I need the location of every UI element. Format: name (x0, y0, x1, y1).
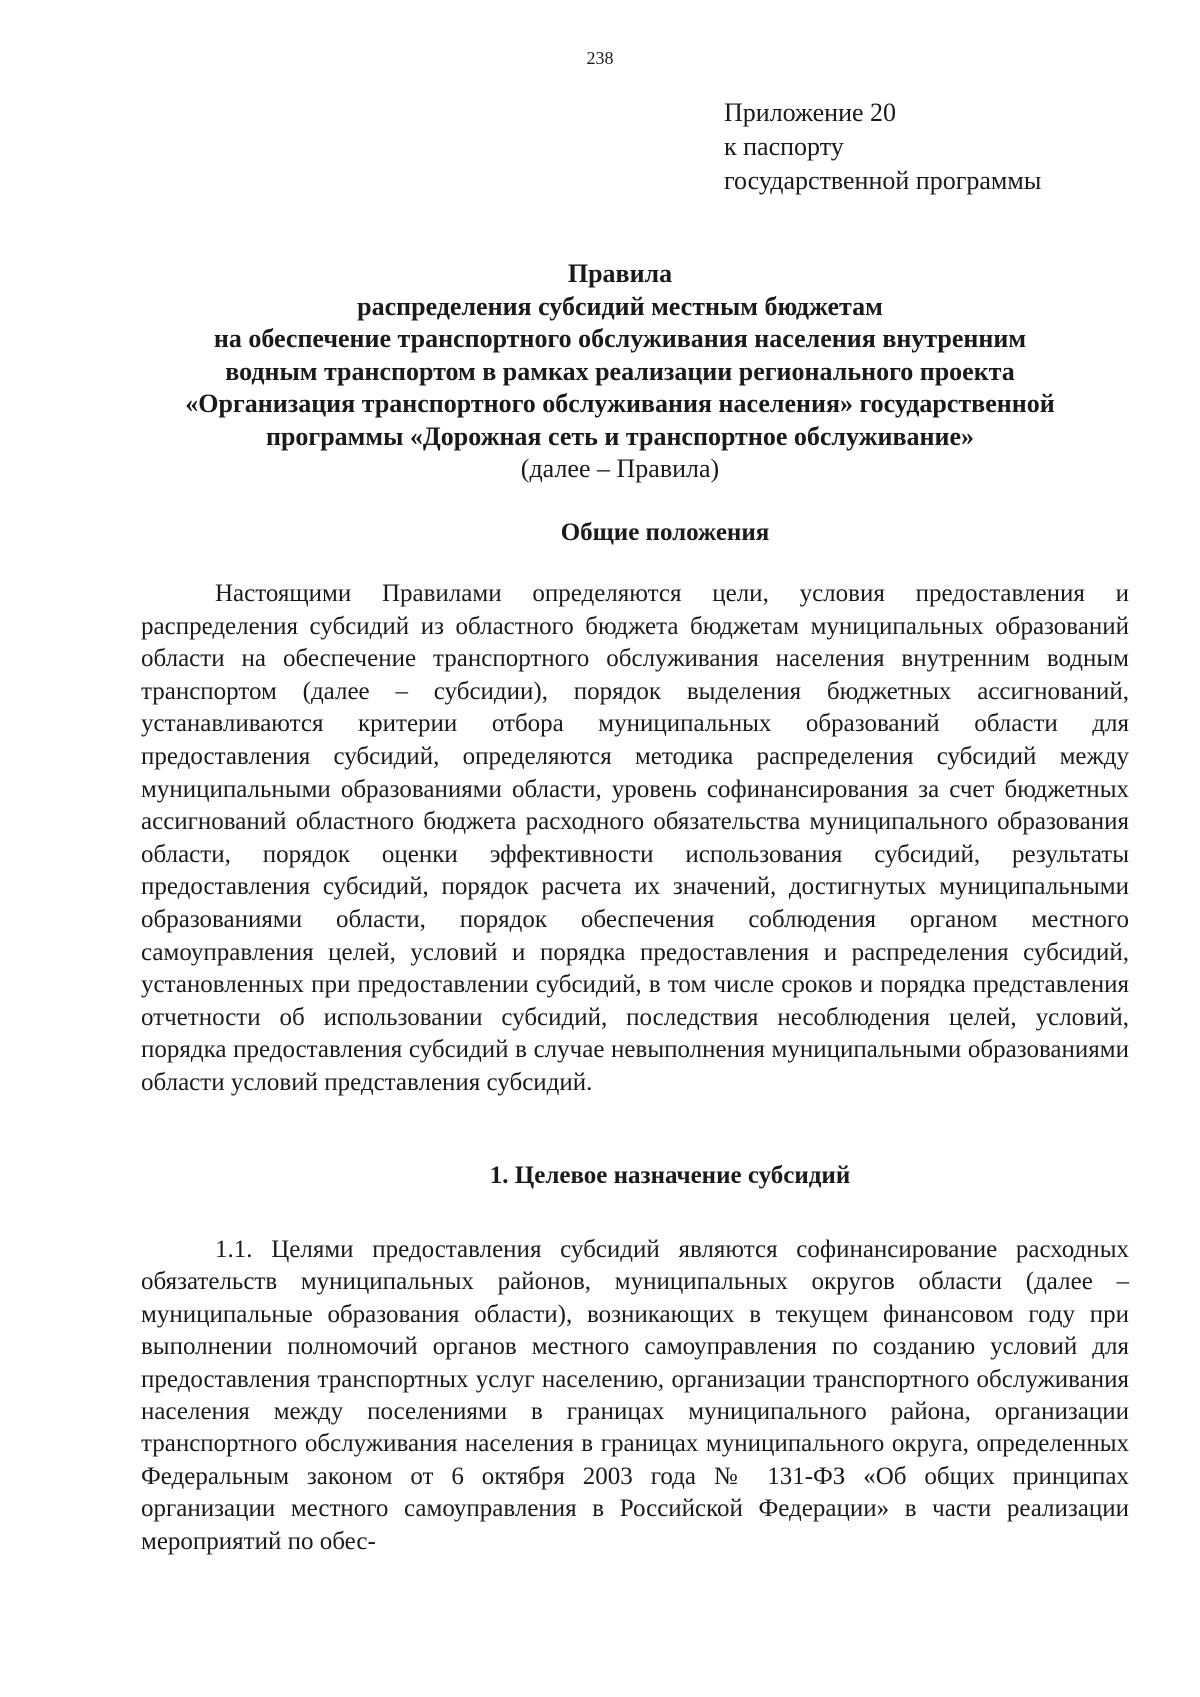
appendix-line: государственной программы (724, 166, 1042, 195)
page-number: 238 (586, 48, 614, 68)
appendix-reference (724, 96, 1124, 198)
title-line: водным транспортом в рамках реализации регионального проекта (225, 356, 1015, 386)
title-line: Правила (567, 259, 673, 288)
title-line: «Организация транспортного обслуживания населения» государственной (185, 389, 1055, 418)
paragraph-text: Настоящими Правилами определяются цели, условия предоставления и распределения субсидий из областного бюджета бюджетам муниципальных образований области на обеспечение транспортного обслуживания населения внутренним водным транспортом (далее – субсидии), порядок выделения бюджетных ассигнований, устанавливаются критерии отбора муниципальных образований области для предоставления субсидий, определяются методика распределения субсидий между муниципальными образованиями области, уровень софинансирования за счет бюджетных ассигнований областного бюджета расходного обязательства муниципального образования области, порядок оценки эффективности использования субсидий, результаты предоставления субсидий, порядок расчета их значений, достигнутых муниципальными образованиями области, порядок обеспечения соблюдения органом местного самоуправления целей, условий и порядка предоставления и распределения субсидий, установленных при предоставлении субсидий, в том числе сроков и порядка представления отчетности об использовании субсидий, последствия несоблюдения целей, условий, порядка предоставления субсидий в случае невыполнения муниципальными образованиями области условий представления субсидий. (141, 580, 1129, 1096)
title-note: (далее – Правила) (520, 454, 720, 483)
section-heading-general: Общие положения (560, 519, 770, 546)
title-line: программы «Дорожная сеть и транспортное обслуживание» (265, 421, 975, 451)
title-line: распределения субсидий местным бюджетам (357, 291, 883, 321)
document-title (120, 258, 1120, 486)
title-line: на обеспечение транспортного обслуживания населения внутренним (213, 324, 1027, 353)
paragraph-text: 1.1. Целями предоставления субсидий являются софинансирование расходных обязательств муниципальных районов, муниципальных округов области (далее – муниципальные образования области), возникающих в текущем финансовом году при выполнении полномочий органов местного самоуправления по созданию условий для предоставления транспортных услуг населению, организации транспортного обслуживания населения между поселениями в границах муниципального района, организации транспортного обслуживания населения в границах муниципального округа, определенных Федеральным законом от 6 октября 2003 года № 131-ФЗ «Об общих принципах организации местного самоуправления в Российской Федерации» в части реализации мероприятий по обес- (141, 1236, 1129, 1555)
appendix-line: к паспорту (724, 132, 844, 161)
appendix-line: Приложение 20 (724, 98, 897, 127)
paragraph-general (141, 578, 1129, 1100)
section-heading-1: 1. Целевое назначение субсидий (489, 1162, 851, 1189)
paragraph-1-1 (141, 1234, 1129, 1558)
